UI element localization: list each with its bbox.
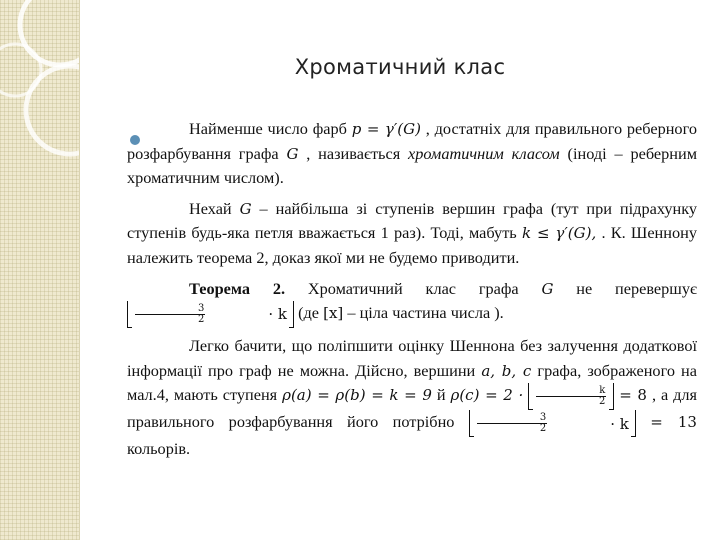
term-chromatic-class: хроматичним класом (408, 143, 560, 163)
text: – ціла частина числа ). (347, 303, 504, 323)
text: кольорів. (127, 439, 191, 459)
formula-colors-value: = 13 (650, 413, 697, 432)
text: не перевершує (576, 278, 697, 298)
formula-degree-c-value: = 8 (619, 386, 647, 405)
symbol-g: G (286, 144, 299, 163)
text: Найменше число фарб (189, 119, 347, 138)
text: графа, зображеного на мал.4, мають ступеня (127, 360, 697, 405)
text: (іноді – реберним хроматичним числом). (127, 143, 698, 188)
text: , називається (306, 143, 401, 163)
formula-degrees-ab: ρ(a) = ρ(b) = k = 9 (282, 386, 432, 405)
text: Легко бачити, що поліпшити оцінку Шеннона без залучення додаткової інформації про граф не можна. Дійсно, вершини (127, 336, 697, 380)
text: й (436, 385, 446, 405)
formula-integer-part: [x] (323, 304, 344, 323)
text: . К. Шеннону належить теорема 2, доказ якої ми не будемо приводити. (127, 223, 697, 267)
slide-body (127, 117, 697, 468)
text: Хроматичний клас графа (307, 278, 519, 298)
paragraph-theorem (127, 277, 697, 329)
text: , а для правильного розфарбування його потрібно (127, 385, 698, 432)
paragraph-example (127, 334, 697, 462)
decorative-circles (0, 0, 79, 540)
decorative-side-panel (0, 0, 80, 540)
slide-title: Хроматичний клас (294, 55, 506, 79)
formula-vertices: a, b, c (481, 361, 532, 380)
formula-colors-needed: $\frac{3}{2}$ · k (469, 410, 636, 437)
formula-floor-k-half: $\frac{k}{2}$ (528, 383, 614, 410)
text: – найбільша зі ступенів вершин графа (тут при підрахунку ступенів будь-яка петля вважається 1 раз). Тоді, мабуть (127, 198, 698, 243)
formula-degree-c: ρ(c) = 2 · (450, 386, 524, 405)
formula-chromatic-class: p = γ′(G) (351, 120, 421, 138)
formula-shannon-bound: $\frac{3}{2}$ · k (127, 301, 294, 328)
paragraph-definition (127, 117, 697, 191)
text: , достатніх для правильного реберного розфарбування графа (127, 119, 697, 163)
text: Нехай (189, 198, 232, 218)
symbol-g: G (541, 279, 554, 298)
paragraph-degree (127, 197, 697, 271)
symbol-g: G (239, 199, 252, 218)
text: (де (298, 303, 320, 323)
formula-inequality: k ≤ γ′(G), (521, 224, 597, 243)
theorem-label: Теорема 2. (189, 278, 286, 298)
